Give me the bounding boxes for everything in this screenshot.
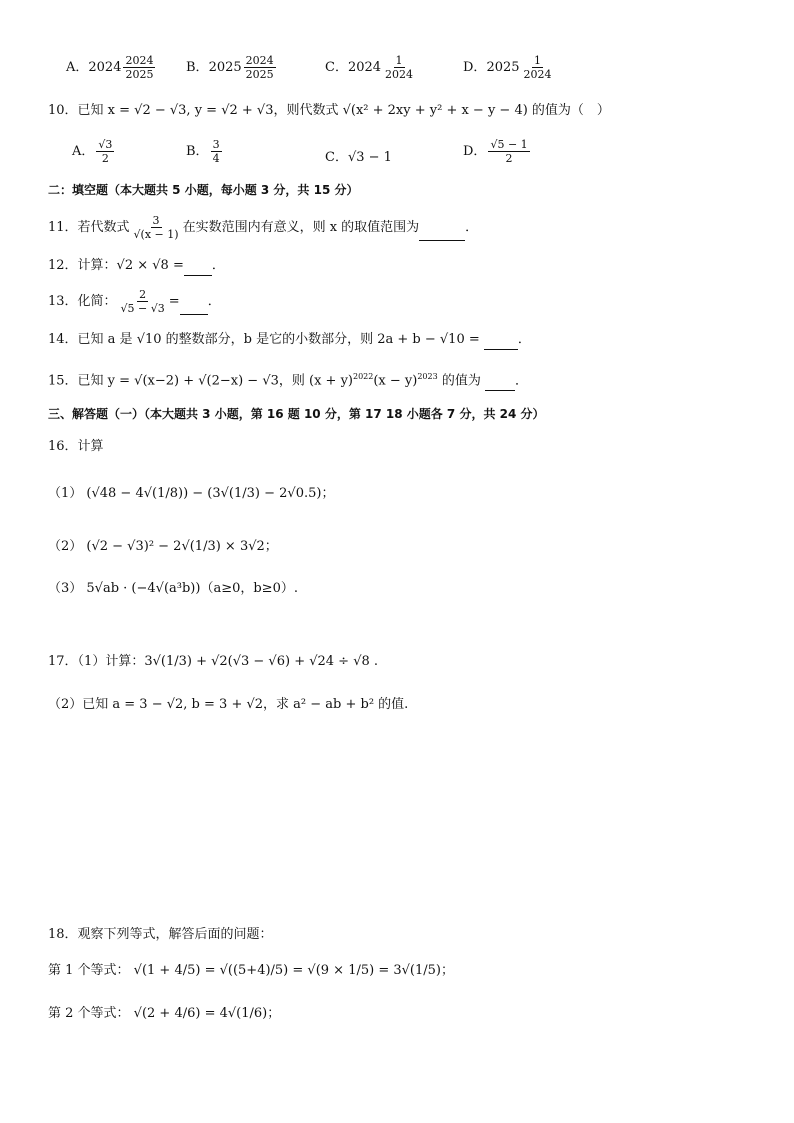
option-whole: 2024 [88,60,122,75]
fraction-num: √5 − 1 [490,138,528,151]
q11-pre: 11．若代数式 [48,220,130,235]
option-label: B． [186,144,209,159]
question-17-part-1: 17．（1）计算：3√(1/3) + √2(√3 − √6) + √24 ÷ √8 . [48,654,379,669]
question-17-part-2: （2）已知 a = 3 − √2, b = 3 + √2，求 a² − ab + b² 的值. [48,697,409,712]
q15-post: 的值为 [441,373,481,389]
q15-exponent-1: 2022 [353,372,374,381]
question-10: 10．已知 x = √2 − √3, y = √2 + √3，则代数式 √(x² + 2xy + y² + x − y − 4) 的值为（ ） [48,103,610,118]
answer-blank[interactable] [180,302,208,315]
q12-text: 12．计算：√2 × √8 = [48,258,184,273]
option-whole: 2025 [486,60,520,75]
question-11: 11．若代数式 $\frac{3}{√(x - 1)}$ 在实数范围内有意义，则 x 的取值范围为 ． [48,214,479,241]
fraction-num: 2024 [125,54,154,67]
option-fraction [211,138,222,165]
fraction-num: 2024 [245,54,274,67]
option-fraction [488,138,529,165]
fraction-den: 2025 [125,68,154,81]
q10-option-b [186,138,224,165]
fraction-den: 2 [101,152,109,165]
answer-blank[interactable] [485,378,515,391]
section-solve-heading: 三、解答题（一）（本大题共 3 小题，第 16 题 10 分，第 17 18 小题各 7 分，共 24 分） [48,407,545,421]
question-18-title: 18．观察下列等式，解答后面的问题： [48,927,273,942]
option-expr: √3 − 1 [347,150,392,165]
option-label: A． [72,144,95,159]
fraction-den: 2025 [245,68,274,81]
fraction-num: √3 [98,138,113,151]
fraction-num: 2 [139,288,147,301]
option-label: B． [186,60,209,75]
option-fraction [244,54,276,81]
fraction-den: 2024 [523,68,552,81]
section-fill-in-heading: 二：填空题（本大题共 5 小题，每小题 3 分，共 15 分） [48,183,359,197]
question-12: 12．计算：√2 × √8 = ． [48,256,225,276]
option-label: C． [325,150,348,165]
question-14: 14．已知 a 是 √10 的整数部分，b 是它的小数部分，则 2a + b − √10 = ． [48,330,531,350]
q13-post: = [168,294,180,309]
q9-option-d [463,54,556,81]
option-whole: 2024 [347,60,382,75]
answer-blank[interactable] [484,337,518,350]
fraction-den: √(x − 1) [133,228,179,241]
q9-option-c [325,54,417,81]
q15-pre: 15．已知 y = √(x−2) + √(2−x) − √3，则 (x + y) [48,373,353,389]
fraction-num: 3 [152,214,160,227]
fraction-num: 1 [395,54,403,67]
fraction-den: 4 [212,152,220,165]
q11-post: 在实数范围内有意义，则 x 的取值范围为 [182,220,420,235]
q9-option-b [186,54,278,81]
option-whole: 2025 [208,60,242,75]
q11-fraction [132,214,181,241]
question-16-part-2: （2） (√2 − √3)² − 2√(1/3) × 3√2； [48,539,278,554]
option-label: A． [66,60,89,75]
option-fraction [96,138,114,165]
question-18-equation-2: 第 2 个等式： √(2 + 4/6) = 4√(1/6)； [48,1006,281,1021]
q15-exponent-2: 2023 [417,372,438,381]
fraction-den: 2024 [385,68,414,81]
question-13: 13．化简： $\frac{2}{√5 - √3}$ = ． [48,288,221,315]
q10-option-d [463,138,532,165]
option-fraction [383,54,415,81]
q13-pre: 13．化简： [48,294,117,309]
question-16-part-3: （3） 5√ab · (−4√(a³b))（a≥0，b≥0）. [48,581,298,596]
q9-option-a [66,54,157,81]
question-16-title: 16．计算 [48,439,104,454]
fraction-num: 3 [212,138,220,151]
question-18-equation-1: 第 1 个等式： √(1 + 4/5) = √((5+4)/5) = √(9 × 1/5) = 3√(1/5)； [48,963,454,978]
q10-option-a [72,138,116,165]
fraction-den: 2 [505,152,513,165]
option-label: D． [463,60,487,75]
answer-blank[interactable] [184,263,212,276]
answer-blank[interactable] [419,228,465,241]
question-15: 15．已知 y = √(x−2) + √(2−x) − √3，则 $(x + y)^{2022}(x - y)^{2023}$ 的值为 ． [48,367,528,391]
q15-mid: (x − y) [373,373,418,389]
fraction-den: √5 − √3 [120,302,165,315]
q14-text: 14．已知 a 是 √10 的整数部分，b 是它的小数部分，则 2a + b − √10 = [48,332,480,347]
option-fraction [123,54,155,81]
option-label: C． [325,60,348,75]
question-16-part-1: （1） (√48 − 4√(1/8)) − (3√(1/3) − 2√0.5)； [48,486,335,501]
option-fraction [522,54,554,81]
fraction-num: 1 [534,54,542,67]
q10-option-c [325,146,392,165]
option-label: D． [463,144,487,159]
q13-fraction [119,288,167,315]
